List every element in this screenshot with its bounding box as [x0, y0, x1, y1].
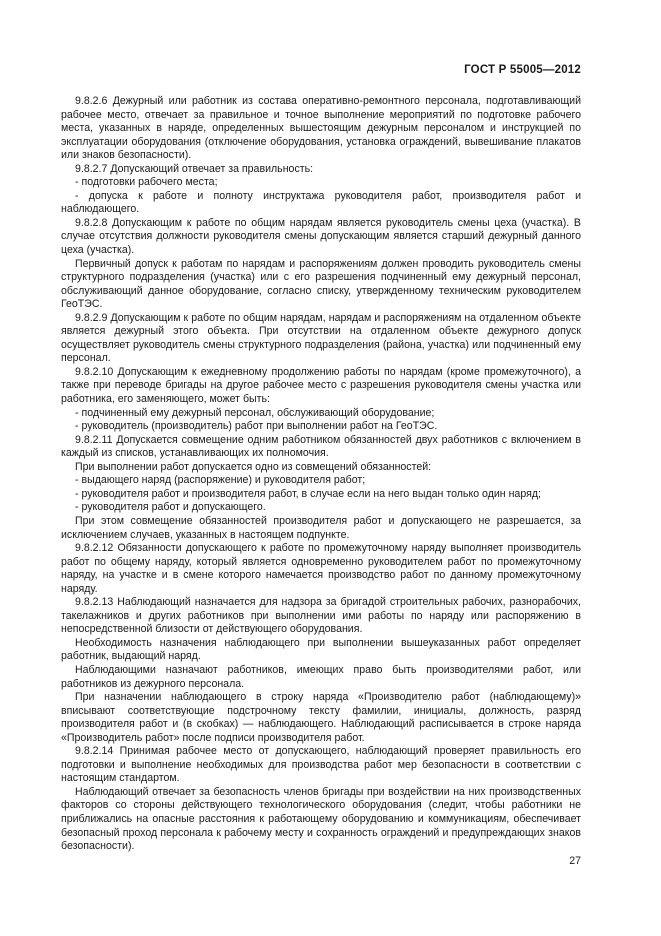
paragraph: Необходимость назначения наблюдающего при выполнении вышеуказанных работ определяет работник, выдающий наряд. [61, 636, 581, 663]
document-body [61, 95, 581, 854]
paragraph-9-8-2-6: 9.8.2.6 Дежурный или работник из состава оперативно-ремонтного персонала, подготавливающий рабочее место, отвечает за правильное и точное выполнение мероприятий по подготовке рабочего места, указанных в наряде, определенных вышестоящим дежурным персоналом и инструкцией по эксплуатации оборудования (отключение оборудования, установка ограждений, вывешивание плакатов или знаков безопасности). [61, 95, 581, 162]
list-item: - допуска к работе и полноту инструктажа руководителя работ, производителя работ и наблюдающего. [61, 189, 581, 216]
paragraph-9-8-2-7: 9.8.2.7 Допускающий отвечает за правильность: [75, 162, 314, 175]
paragraph: При назначении наблюдающего в строку наряда «Производителю работ (наблюдающему)» вписывают соответствующие подстрочному тексту фамилии, инициалы, должность, разряд производителя работ и (в скобках) — наблюдающего. Наблюдающий расписывается в строке наряда «Производитель работ» после подписи производителя работ. [61, 691, 581, 744]
paragraph: Первичный допуск к работам по нарядам и распоряжениям должен проводить руководитель смены структурного подразделения (участка) или с его разрешения подчиненный ему дежурный персонал, обслуживающий данное оборудование, согласно списку, утвержденному техническим руководителем ГеоТЭС. [61, 257, 581, 311]
paragraph: Наблюдающими назначают работников, имеющих право быть производителями работ, или работников из дежурного персонала. [61, 663, 581, 690]
list-item: - выдающего наряд (распоряжение) и руководителя работ; [75, 474, 366, 487]
paragraph-9-8-2-8: 9.8.2.8 Допускающим к работе по общим нарядам является руководитель смены цеха (участка). В случае отсутствия должности руководителя смены допускающим является старший дежурный данного цеха (участка). [61, 216, 581, 257]
paragraph-9-8-2-9: 9.8.2.9 Допускающим к работе по общим нарядам, нарядам и распоряжениям на отдаленном объекте является дежурный этого объекта. При отсутствии на отдаленном объекте дежурного допуск осуществляет руководитель смены структурного подразделения (района, участка) или подчиненный ему персонал. [61, 311, 581, 365]
paragraph-9-8-2-12: 9.8.2.12 Обязанности допускающего к работе по промежуточному наряду выполняет производитель работ по общему наряду, который является одновременно руководителем работ по промежуточному наряду, на участке и в смене которого намечается производство работ по данному промежуточному наряду. [61, 542, 581, 595]
document-header: ГОСТ Р 55005—2012 [464, 64, 581, 76]
paragraph: При этом совмещение обязанностей производителя работ и допускающего не разрешается, за исключением случаев, указанных в настоящем подпункте. [61, 514, 581, 541]
paragraph-9-8-2-14: 9.8.2.14 Принимая рабочее место от допускающего, наблюдающий проверяет правильность его подготовки и выполнение необходимых для производства работ мер безопасности в соответствии с настоящим стандартом. [61, 745, 581, 785]
paragraph-9-8-2-10: 9.8.2.10 Допускающим к ежедневному продолжению работы по нарядам (кроме промежуточного), а также при переводе бригады на другое рабочее место с разрешения руководителя смены участка или работника, его заменяющего, может быть: [61, 365, 581, 406]
page-number: 27 [569, 855, 581, 867]
list-item: - руководитель (производитель) работ при выполнении работ на ГеоТЭС. [75, 420, 438, 433]
list-item: - подготовки рабочего места; [75, 176, 218, 189]
list-item: - подчиненный ему дежурный персонал, обслуживающий оборудование; [75, 406, 435, 419]
paragraph: Наблюдающий отвечает за безопасность членов бригады при воздействии на них производственных факторов со стороны действующего технологического оборудования (следит, чтобы работники не приближались на опасные расстояния к работающему оборудованию и коммуникациям, обеспечивает безопасный проход персонала к рабочему месту и сохранность ограждений и предупреждающих знаков безопасности). [61, 785, 581, 853]
list-item: - руководителя работ и допускающего. [75, 501, 266, 514]
paragraph-9-8-2-11: 9.8.2.11 Допускается совмещение одним работником обязанностей двух работников с включением в каждый из списков, устанавливающих их полномочия. [61, 433, 581, 460]
paragraph-9-8-2-13: 9.8.2.13 Наблюдающий назначается для надзора за бригадой строительных рабочих, разнорабочих, такелажников и других работников при выполнении ими работы по наряду или распоряжению в непосредственной близости от действующего оборудования. [61, 596, 581, 636]
paragraph: При выполнении работ допускается одно из совмещений обязанностей: [75, 460, 432, 473]
list-item: - руководителя работ и производителя работ, в случае если на него выдан только один наряд; [75, 487, 541, 500]
